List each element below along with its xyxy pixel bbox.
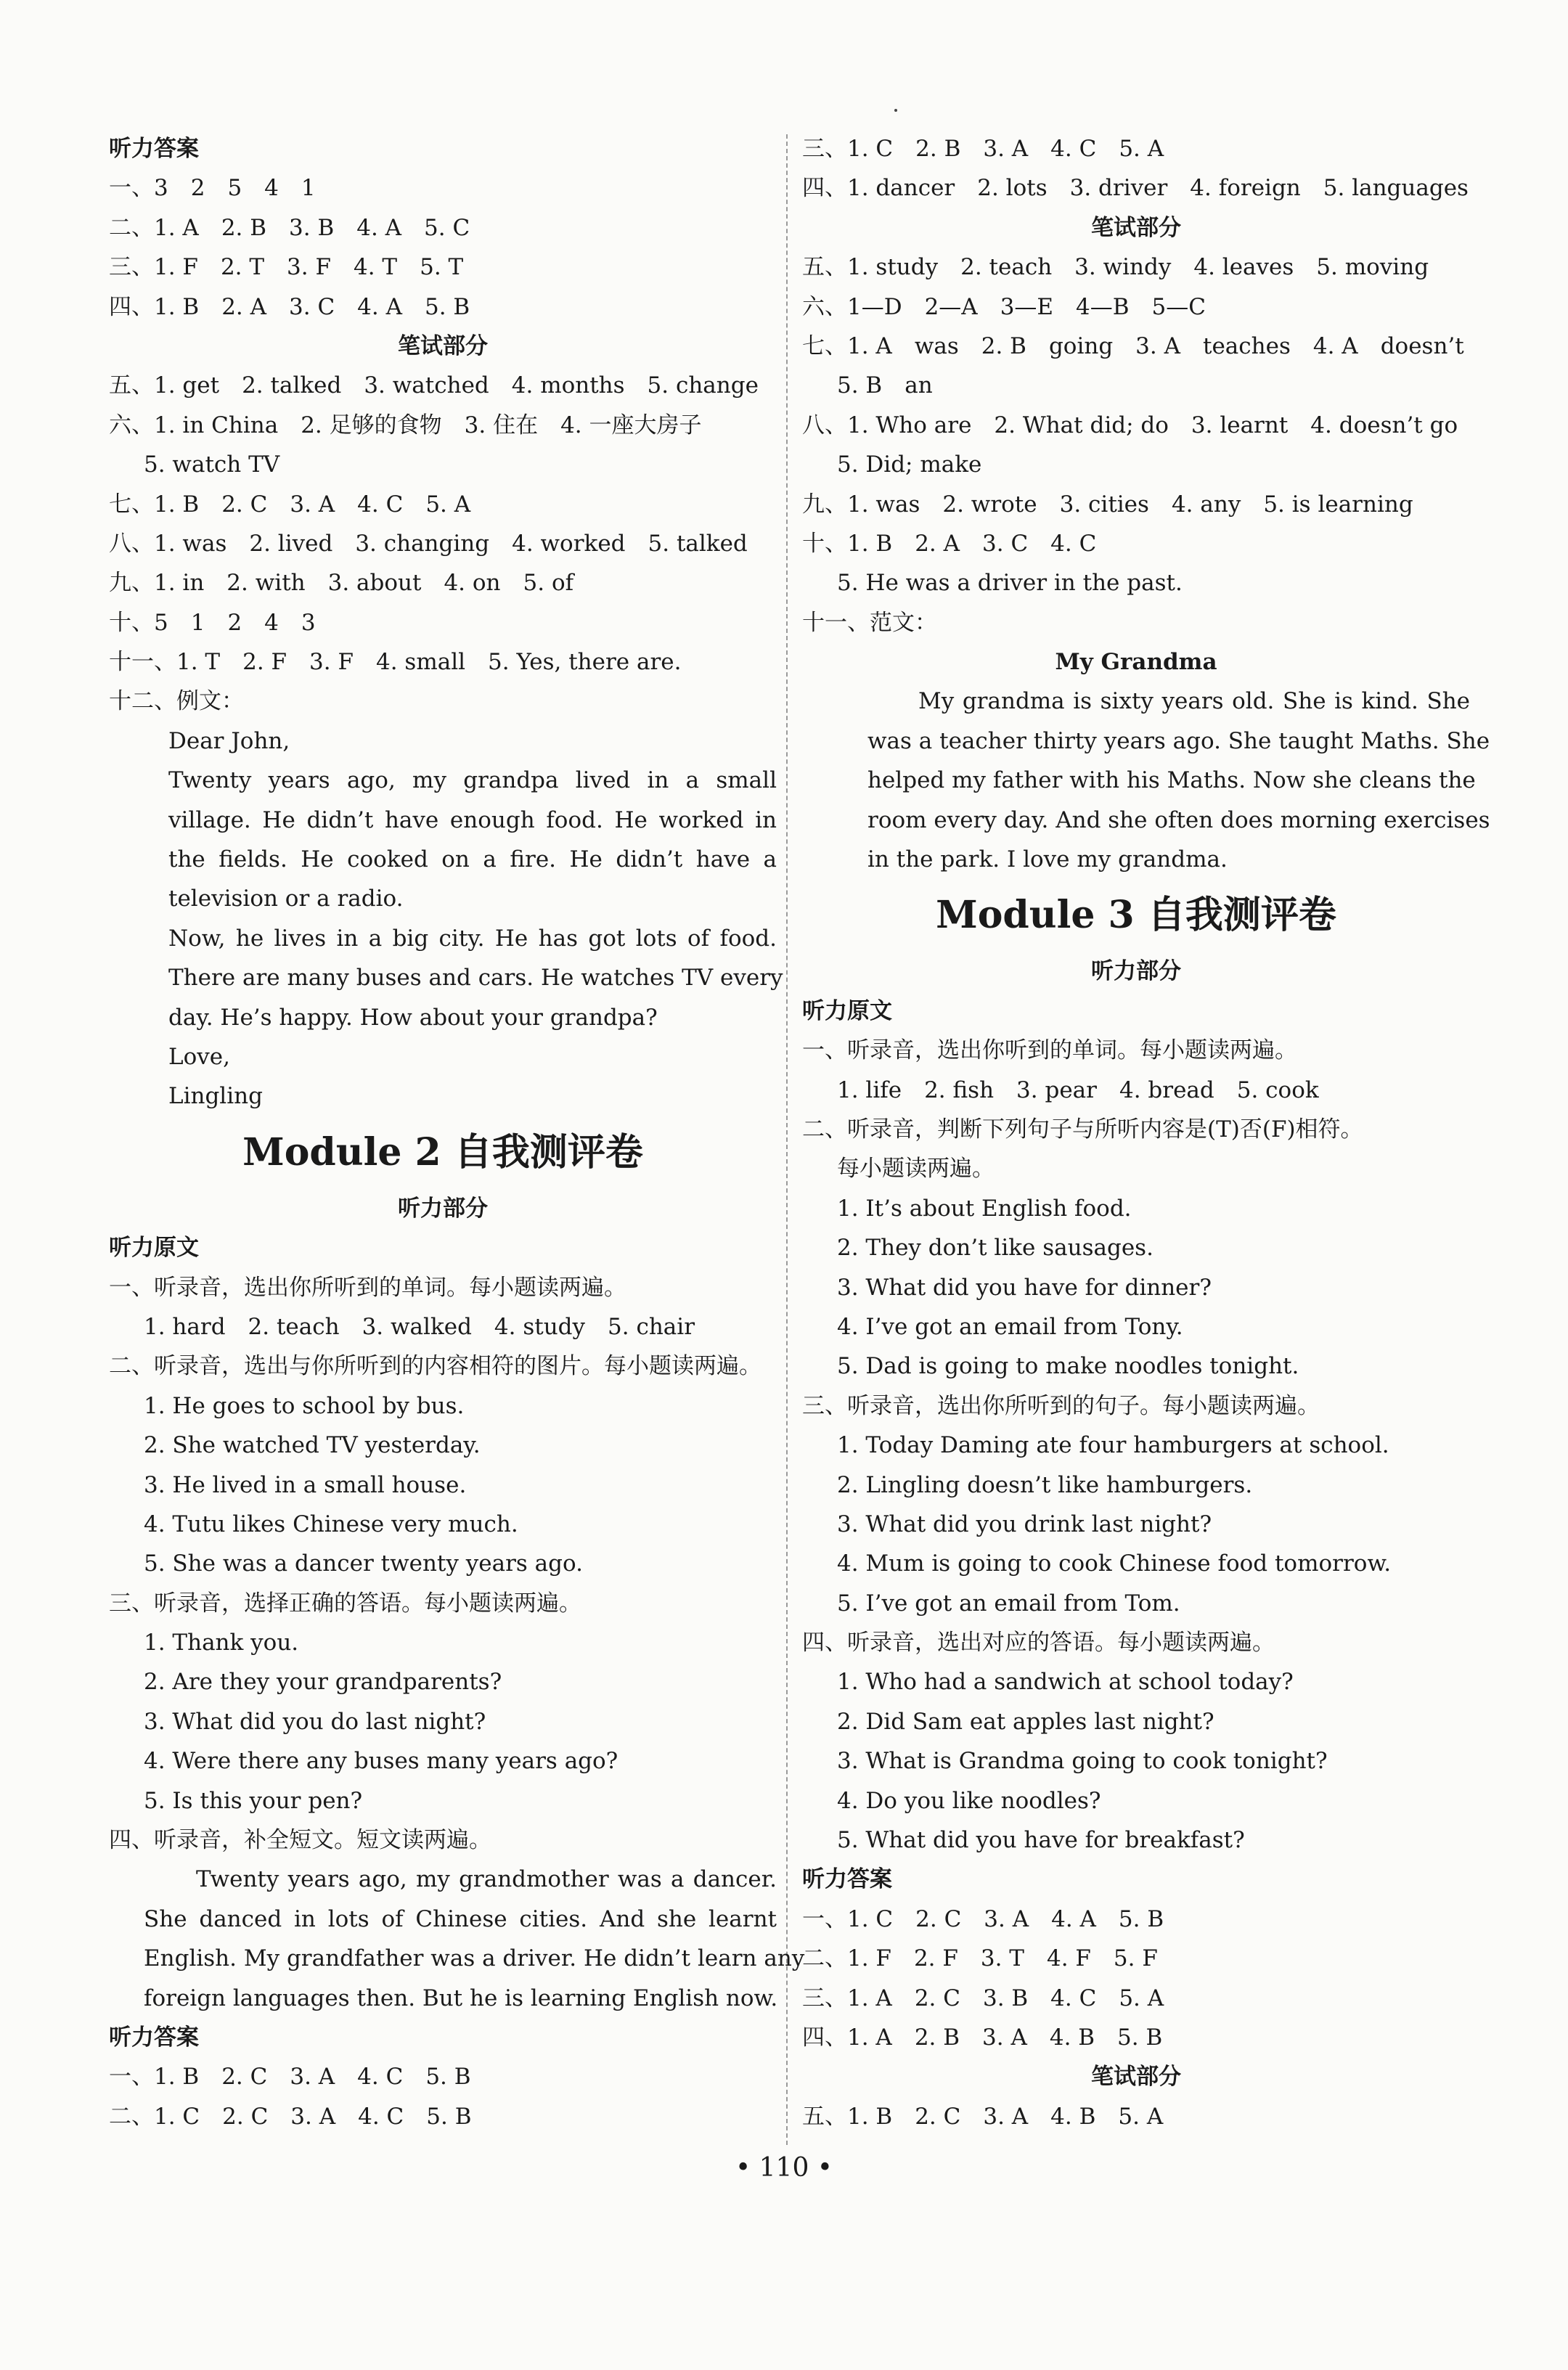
letter-line: Now, he lives in a big city. He has got lots of food.: [168, 925, 777, 952]
section-heading: 听力答案: [109, 2024, 199, 2051]
answer-line: 五、1. get 2. talked 3. watched 4. months 5. change: [109, 372, 759, 399]
answer-line: 九、1. in 2. with 3. about 4. on 5. of: [109, 570, 574, 597]
question-instruction: 一、听录音，选出你所听到的单词。每小题读两遍。: [109, 1274, 626, 1301]
right-column: [802, 129, 1490, 2136]
question-item: 1. It’s about English food.: [837, 1195, 1132, 1222]
answer-line: 二、1. F 2. F 3. T 4. F 5. F: [802, 1945, 1158, 1972]
question-instruction: 一、听录音，选出你听到的单词。每小题读两遍。: [802, 1037, 1297, 1064]
question-item: 2. Are they your grandparents?: [144, 1669, 502, 1696]
module-3-title: [802, 879, 1470, 952]
question-item: 2. Did Sam eat apples last night?: [837, 1708, 1214, 1735]
letter-line: There are many buses and cars. He watches TV every: [168, 965, 783, 992]
question-item: 5. Is this your pen?: [144, 1787, 363, 1814]
answer-line: 二、1. C 2. C 3. A 4. C 5. B: [109, 2103, 472, 2130]
question-item: 1. Thank you.: [144, 1630, 299, 1656]
answer-line: 八、1. Who are 2. What did; do 3. learnt 4. doesn’t go: [802, 412, 1458, 438]
answer-line: 六、1—D 2—A 3—E 4—B 5—C: [802, 293, 1206, 320]
question-item: 3. What did you do last night?: [144, 1708, 486, 1735]
section-heading: 听力答案: [109, 136, 199, 162]
section-heading: 听力原文: [802, 997, 892, 1024]
answer-line: 七、1. B 2. C 3. A 4. C 5. A: [109, 491, 471, 518]
essay-line: helped my father with his Maths. Now she cleans the: [867, 767, 1476, 794]
essay-line: in the park. I love my grandma.: [867, 846, 1228, 873]
question-item: 4. Mum is going to cook Chinese food tomorrow.: [837, 1550, 1392, 1577]
question-item: 4. Tutu likes Chinese very much.: [144, 1511, 518, 1537]
section-subheading: 听力部分: [1091, 958, 1181, 985]
question-item: 1. hard 2. teach 3. walked 4. study 5. chair: [144, 1313, 695, 1340]
answer-line: 十一、1. T 2. F 3. F 4. small 5. Yes, there are.: [109, 649, 682, 676]
letter-greeting: Dear John,: [168, 727, 290, 754]
question-item: 3. What did you drink last night?: [837, 1511, 1212, 1537]
question-item: 2. They don’t like sausages.: [837, 1235, 1153, 1262]
answer-line: 四、1. dancer 2. lots 3. driver 4. foreign 5. languages: [802, 175, 1469, 202]
letter-line: village. He didn’t have enough food. He worked in: [168, 806, 777, 833]
essay-line: room every day. And she often does morning exercises: [867, 806, 1490, 833]
page-number: • 110 •: [735, 2153, 833, 2183]
answer-line: 四、1. A 2. B 3. A 4. B 5. B: [802, 2024, 1163, 2051]
question-item: 4. Were there any buses many years ago?: [144, 1748, 618, 1775]
answer-line: 三、1. A 2. C 3. B 4. C 5. A: [802, 1985, 1164, 2011]
answer-line: 五、1. study 2. teach 3. windy 4. leaves 5. moving: [802, 254, 1429, 281]
answer-line: 六、1. in China 2. 足够的食物 3. 住在 4. 一座大房子: [109, 412, 702, 438]
letter-line: day. He’s happy. How about your grandpa?: [168, 1004, 658, 1031]
module-3-title-en: Module 3: [936, 893, 1135, 938]
answer-line: 十二、例文：: [109, 688, 244, 715]
answer-line: 十、1. B 2. A 3. C 4. C: [802, 530, 1097, 557]
question-instruction: 四、听录音，选出对应的答语。每小题读两遍。: [802, 1630, 1275, 1656]
essay-title: My Grandma: [1055, 649, 1217, 676]
passage-line: foreign languages then. But he is learning English now.: [144, 1985, 778, 2011]
answer-line: 十一、范文：: [802, 609, 937, 636]
answer-line: 一、3 2 5 4 1: [109, 175, 316, 202]
essay-line: was a teacher thirty years ago. She taught Maths. She: [867, 727, 1490, 754]
module-2-title-zh: 自我测评卷: [454, 1130, 643, 1174]
answer-line: 一、1. B 2. C 3. A 4. C 5. B: [109, 2064, 471, 2091]
question-item: 2. Lingling doesn’t like hamburgers.: [837, 1471, 1253, 1498]
question-item: 1. He goes to school by bus.: [144, 1392, 465, 1419]
section-heading: 听力原文: [109, 1235, 199, 1262]
question-item: 5. She was a dancer twenty years ago.: [144, 1550, 583, 1577]
section-heading: 听力答案: [802, 1866, 892, 1893]
passage-line: She danced in lots of Chinese cities. And she learnt: [144, 1905, 777, 1932]
question-item: 2. She watched TV yesterday.: [144, 1432, 481, 1459]
answer-line: 八、1. was 2. lived 3. changing 4. worked 5. talked: [109, 530, 748, 557]
answer-line: 5. Did; make: [837, 451, 982, 478]
answer-line: 七、1. A was 2. B going 3. A teaches 4. A doesn’t: [802, 332, 1464, 359]
essay-line: My grandma is sixty years old. She is kind. She: [918, 688, 1470, 715]
question-instruction: 二、听录音，判断下列句子与所听内容是(T)否(F)相符。: [802, 1116, 1363, 1143]
module-2-title-en: Module 2: [242, 1129, 441, 1174]
question-item: 4. I’ve got an email from Tony.: [837, 1313, 1183, 1340]
print-speck: [894, 109, 897, 112]
answer-line: 九、1. was 2. wrote 3. cities 4. any 5. is learning: [802, 491, 1413, 518]
question-instruction: 二、听录音，选出与你所听到的内容相符的图片。每小题读两遍。: [109, 1353, 761, 1380]
answer-line: 三、1. F 2. T 3. F 4. T 5. T: [109, 254, 464, 281]
question-item: 5. Dad is going to make noodles tonight.: [837, 1353, 1299, 1380]
question-instruction: 三、听录音，选择正确的答语。每小题读两遍。: [109, 1590, 581, 1617]
passage-line: English. My grandfather was a driver. He didn’t learn any: [144, 1945, 805, 1972]
column-divider: [786, 134, 788, 2145]
question-item: 3. He lived in a small house.: [144, 1471, 467, 1498]
answer-line: 四、1. B 2. A 3. C 4. A 5. B: [109, 293, 470, 320]
section-subheading: 笔试部分: [1091, 2064, 1181, 2091]
question-item: 1. Today Daming ate four hamburgers at school.: [837, 1432, 1389, 1459]
module-3-title-zh: 自我测评卷: [1147, 894, 1336, 938]
letter-line: Twenty years ago, my grandpa lived in a small: [168, 767, 777, 794]
answer-line: 二、1. A 2. B 3. B 4. A 5. C: [109, 214, 470, 241]
answer-line: 三、1. C 2. B 3. A 4. C 5. A: [802, 136, 1164, 162]
letter-signature: Lingling: [168, 1083, 263, 1110]
question-item: 1. life 2. fish 3. pear 4. bread 5. cook: [837, 1076, 1319, 1103]
letter-closing: Love,: [168, 1043, 230, 1070]
left-column: [109, 129, 805, 2136]
section-subheading: 笔试部分: [398, 332, 488, 359]
question-item: 1. Who had a sandwich at school today?: [837, 1669, 1294, 1696]
answer-line: 5. He was a driver in the past.: [837, 570, 1183, 597]
answer-line: 一、1. C 2. C 3. A 4. A 5. B: [802, 1905, 1164, 1932]
question-item: 5. What did you have for breakfast?: [837, 1827, 1245, 1854]
answer-line: 十、5 1 2 4 3: [109, 609, 316, 636]
question-instruction: 四、听录音，补全短文。短文读两遍。: [109, 1827, 491, 1854]
question-instruction-cont: 每小题读两遍。: [837, 1156, 995, 1182]
letter-line: television or a radio.: [168, 886, 404, 912]
section-subheading: 笔试部分: [1091, 214, 1181, 241]
module-2-title: [109, 1116, 777, 1189]
answer-line: 5. watch TV: [144, 451, 280, 478]
question-item: 4. Do you like noodles?: [837, 1787, 1101, 1814]
letter-line: the fields. He cooked on a fire. He didn’t have a: [168, 846, 777, 873]
answer-line: 5. B an: [837, 372, 933, 399]
section-subheading: 听力部分: [398, 1195, 488, 1222]
question-item: 3. What did you have for dinner?: [837, 1274, 1212, 1301]
question-item: 5. I’ve got an email from Tom.: [837, 1590, 1180, 1617]
answer-line: 五、1. B 2. C 3. A 4. B 5. A: [802, 2103, 1164, 2130]
question-item: 3. What is Grandma going to cook tonight?: [837, 1748, 1328, 1775]
question-instruction: 三、听录音，选出你所听到的句子。每小题读两遍。: [802, 1392, 1320, 1419]
passage-line: Twenty years ago, my grandmother was a dancer.: [196, 1866, 777, 1893]
